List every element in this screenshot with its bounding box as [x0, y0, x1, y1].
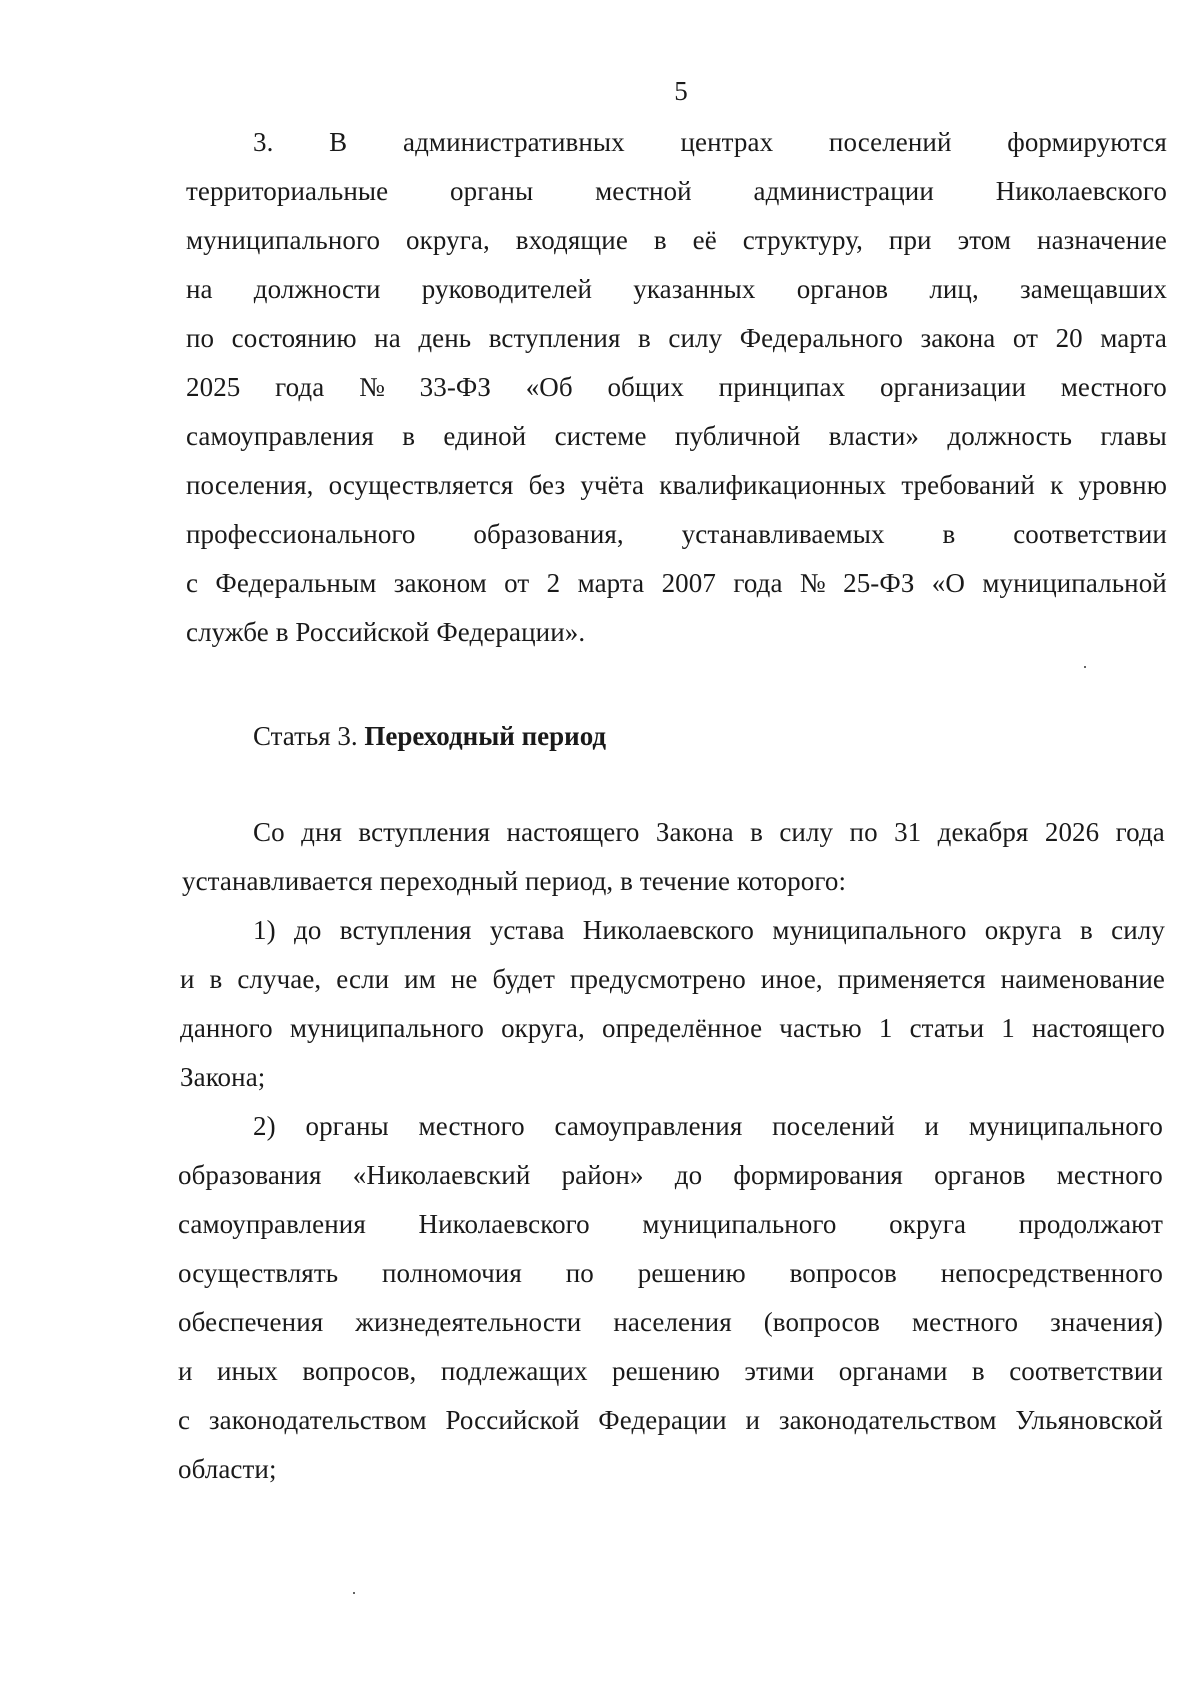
word: округа — [889, 1209, 967, 1239]
word: устанавливаемых — [681, 519, 885, 549]
word: Николаевского — [582, 915, 755, 945]
word: этими — [744, 1356, 815, 1386]
text-line — [178, 1158, 1163, 1192]
word: от — [504, 568, 530, 598]
word: системе — [554, 421, 647, 451]
word: до — [294, 915, 322, 945]
word: если — [336, 964, 390, 994]
word: замещавших — [1020, 274, 1167, 304]
word: 1 — [1001, 1013, 1015, 1043]
word: территориальные — [186, 176, 389, 206]
word: профессионального — [186, 519, 416, 549]
word: Федерации — [598, 1405, 727, 1435]
word: жизнедеятельности — [355, 1307, 582, 1337]
word: в — [637, 323, 651, 353]
word: и — [745, 1405, 761, 1435]
text-line — [178, 1354, 1163, 1388]
text-line — [186, 272, 1167, 306]
word: соответствии — [1013, 519, 1167, 549]
word: поселений — [828, 127, 952, 157]
word: силу — [1111, 915, 1165, 945]
text-line — [178, 1305, 1163, 1339]
word: частью — [779, 1013, 862, 1043]
word: на — [186, 274, 213, 304]
text-line — [178, 1256, 1163, 1290]
word: район» — [561, 1160, 644, 1190]
text-line — [178, 1403, 1163, 1437]
word: вступления — [339, 915, 472, 945]
word: органы — [450, 176, 534, 206]
word: 2007 — [661, 568, 716, 598]
word: устава — [489, 915, 565, 945]
article-heading — [253, 719, 606, 753]
word: года — [733, 568, 783, 598]
word: дня — [301, 817, 343, 847]
word: «О — [931, 568, 965, 598]
word: уровню — [1078, 470, 1167, 500]
word: в — [1079, 915, 1093, 945]
word: не — [450, 964, 478, 994]
word: законом — [393, 568, 487, 598]
word: данного — [180, 1013, 273, 1043]
word: 3. — [253, 127, 274, 157]
word: решению — [637, 1258, 746, 1288]
word: 20 — [1055, 323, 1083, 353]
word: структуру, — [742, 225, 863, 255]
word: муниципального — [968, 1111, 1163, 1141]
word: лиц, — [929, 274, 979, 304]
word: вопросов, — [302, 1356, 417, 1386]
word: непосредственного — [940, 1258, 1163, 1288]
word: квалификационных — [659, 470, 887, 500]
word: самоуправления — [178, 1209, 366, 1239]
word: законодательством — [778, 1405, 997, 1435]
word: власти» — [828, 421, 920, 451]
text-line: устанавливается переходный период, в течение которого: — [182, 866, 847, 896]
scan-speck — [353, 1592, 355, 1594]
word: по — [565, 1258, 594, 1288]
word: публичной — [674, 421, 801, 451]
text-line — [178, 1207, 1163, 1241]
word: законодательством — [208, 1405, 427, 1435]
word: марта — [1100, 323, 1167, 353]
word: муниципального — [186, 225, 381, 255]
word: в — [209, 964, 223, 994]
word: населения — [613, 1307, 732, 1337]
word: настоящего — [1032, 1013, 1165, 1043]
word: образования, — [473, 519, 624, 549]
word: «Николаевский — [352, 1160, 531, 1190]
word: и — [924, 1111, 940, 1141]
word: № — [359, 372, 385, 402]
text-line — [253, 913, 1165, 947]
word: закона — [920, 323, 996, 353]
word: до — [674, 1160, 703, 1190]
word: поселения, — [186, 470, 314, 500]
text-line — [186, 419, 1167, 453]
word: назначение — [1037, 225, 1167, 255]
word: в — [402, 421, 416, 451]
word: в — [750, 817, 763, 847]
word: № — [799, 568, 826, 598]
word: к — [1050, 470, 1064, 500]
word: образования — [178, 1160, 322, 1190]
word: иное, — [760, 964, 823, 994]
word: от — [1012, 323, 1039, 353]
word: поселений — [772, 1111, 895, 1141]
page-number: 5 — [674, 76, 688, 106]
word: В — [329, 127, 348, 157]
text-line — [253, 1109, 1163, 1143]
text-line: Закона; — [180, 1062, 266, 1092]
word: вопросов — [789, 1258, 897, 1288]
word: настоящего — [506, 817, 640, 847]
word: требований — [901, 470, 1035, 500]
word: 2025 — [186, 372, 241, 402]
word: марта — [577, 568, 645, 598]
word: органы — [305, 1111, 389, 1141]
word: состоянию — [231, 323, 357, 353]
word: вступления — [358, 817, 491, 847]
word: обеспечения — [178, 1307, 324, 1337]
word: будет — [492, 964, 555, 994]
word: главы — [1100, 421, 1167, 451]
word: органами — [838, 1356, 948, 1386]
word: подлежащих — [440, 1356, 588, 1386]
word: формирования — [733, 1160, 903, 1190]
word: Николаевского — [995, 176, 1167, 206]
word: должность — [947, 421, 1072, 451]
word: значения) — [1050, 1307, 1163, 1337]
word: 2) — [253, 1111, 276, 1141]
word: входящие — [515, 225, 628, 255]
word: центрах — [680, 127, 774, 157]
word: органов — [934, 1160, 1026, 1190]
word: на — [374, 323, 401, 353]
word: должности — [253, 274, 381, 304]
text-line — [253, 815, 1165, 849]
word: соответствии — [1009, 1356, 1163, 1386]
word: 2026 — [1044, 817, 1100, 847]
text-line — [180, 962, 1165, 996]
word: муниципальной — [982, 568, 1167, 598]
word: 31 — [894, 817, 922, 847]
word: её — [692, 225, 717, 255]
word: муниципального — [772, 915, 967, 945]
word: и — [180, 964, 195, 994]
word: общих — [607, 372, 684, 402]
word: им — [404, 964, 436, 994]
word: с — [186, 568, 199, 598]
text-line — [253, 125, 1167, 159]
word: продолжают — [1018, 1209, 1163, 1239]
word: (вопросов — [763, 1307, 881, 1337]
word: 25-ФЗ — [843, 568, 915, 598]
word: организации — [879, 372, 1026, 402]
word: силу — [668, 323, 723, 353]
word: руководителей — [421, 274, 593, 304]
word: силу — [779, 817, 834, 847]
word: и — [178, 1356, 193, 1386]
text-line — [186, 223, 1167, 257]
text-line — [186, 468, 1167, 502]
word: единой — [443, 421, 527, 451]
word: учёта — [580, 470, 645, 500]
word: иных — [216, 1356, 278, 1386]
word: осуществляется — [328, 470, 514, 500]
article-label: Статья 3. — [253, 721, 358, 751]
word: администрации — [753, 176, 934, 206]
word: округа, — [501, 1013, 585, 1043]
word: округа, — [406, 225, 490, 255]
text-line — [186, 370, 1167, 404]
word: 1) — [253, 915, 276, 945]
word: этом — [957, 225, 1012, 255]
word: день — [418, 323, 472, 353]
word: без — [528, 470, 566, 500]
word: местного — [911, 1307, 1019, 1337]
word: 1 — [878, 1013, 893, 1043]
word: в — [971, 1356, 985, 1386]
text-line — [180, 1011, 1165, 1045]
word: с — [178, 1405, 191, 1435]
word: осуществлять — [178, 1258, 339, 1288]
word: самоуправления — [186, 421, 374, 451]
word: года — [1115, 817, 1165, 847]
word: года — [275, 372, 325, 402]
word: Федеральным — [215, 568, 377, 598]
word: определённое — [601, 1013, 763, 1043]
text-line: области; — [178, 1454, 277, 1484]
text-line — [186, 517, 1167, 551]
text-line — [186, 174, 1167, 208]
article-title: Переходный период — [364, 721, 607, 751]
word: решению — [611, 1356, 720, 1386]
word: статьи — [909, 1013, 985, 1043]
word: по — [849, 817, 878, 847]
word: муниципального — [642, 1209, 837, 1239]
word: местного — [1060, 372, 1167, 402]
word: Закона — [655, 817, 734, 847]
text-line: службе в Российской Федерации». — [186, 617, 586, 647]
word: по — [186, 323, 215, 353]
word: самоуправления — [554, 1111, 743, 1141]
word: случае, — [237, 964, 322, 994]
word: местного — [418, 1111, 525, 1141]
word: наименование — [1000, 964, 1165, 994]
word: местного — [1056, 1160, 1163, 1190]
word: 33-ФЗ — [419, 372, 491, 402]
word: при — [888, 225, 932, 255]
word: в — [942, 519, 956, 549]
word: декабря — [937, 817, 1029, 847]
word: местной — [595, 176, 692, 206]
word: предусмотрено — [569, 964, 746, 994]
text-line — [186, 321, 1167, 355]
word: формируются — [1007, 127, 1167, 157]
word: муниципального — [289, 1013, 484, 1043]
word: Николаевского — [418, 1209, 590, 1239]
word: в — [653, 225, 667, 255]
word: 2 — [546, 568, 561, 598]
word: Ульяновской — [1015, 1405, 1163, 1435]
word: административных — [403, 127, 625, 157]
word: «Об — [525, 372, 573, 402]
word: Со — [253, 817, 285, 847]
word: указанных — [633, 274, 756, 304]
word: Федерального — [739, 323, 903, 353]
text-line — [186, 566, 1167, 600]
word: принципах — [718, 372, 846, 402]
word: округа — [984, 915, 1062, 945]
word: полномочия — [382, 1258, 522, 1288]
word: вступления — [488, 323, 621, 353]
word: органов — [796, 274, 889, 304]
scan-speck — [1084, 666, 1086, 668]
word: применяется — [837, 964, 986, 994]
word: Российской — [445, 1405, 580, 1435]
